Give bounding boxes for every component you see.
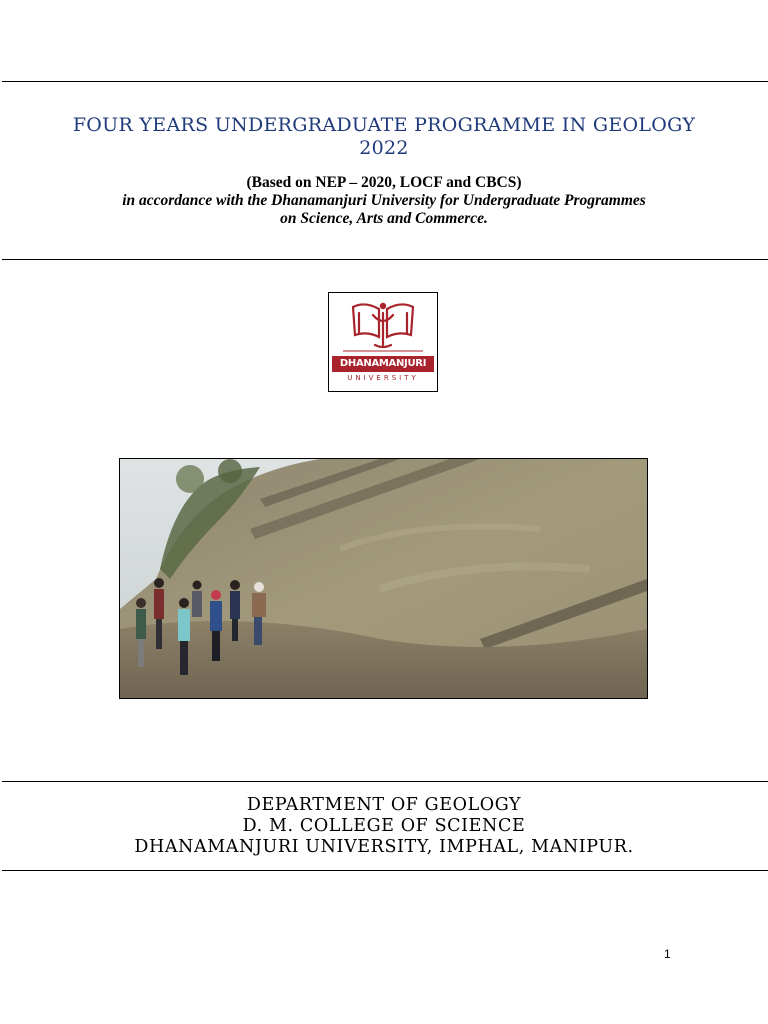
logo-wordmark: DHANAMANJURI bbox=[332, 356, 434, 372]
accordance-text-line1: in accordance with the Dhanamanjuri University for Undergraduate Programmes bbox=[122, 192, 646, 209]
header-bottom-rule bbox=[2, 259, 768, 260]
footer-top-rule bbox=[2, 781, 768, 782]
college-name: D. M. COLLEGE OF SCIENCE bbox=[242, 816, 526, 836]
document-year: 2022 bbox=[359, 137, 409, 159]
university-logo bbox=[328, 292, 438, 392]
basis-text: (Based on NEP – 2020, LOCF and CBCS) bbox=[246, 174, 522, 191]
footer-bottom-rule bbox=[2, 870, 768, 871]
outcrop-image bbox=[120, 459, 647, 698]
department-name: DEPARTMENT OF GEOLOGY bbox=[246, 795, 522, 815]
document-title: FOUR YEARS UNDERGRADUATE PROGRAMME IN GEOLOGY bbox=[72, 114, 696, 136]
page-number: 1 bbox=[664, 947, 671, 961]
top-rule bbox=[2, 81, 768, 82]
logo-subtitle: UNIVERSITY bbox=[347, 374, 419, 382]
university-address: DHANAMANJURI UNIVERSITY, IMPHAL, MANIPUR. bbox=[134, 837, 634, 857]
field-trip-photo bbox=[119, 458, 648, 699]
accordance-text-line2: on Science, Arts and Commerce. bbox=[280, 210, 488, 227]
